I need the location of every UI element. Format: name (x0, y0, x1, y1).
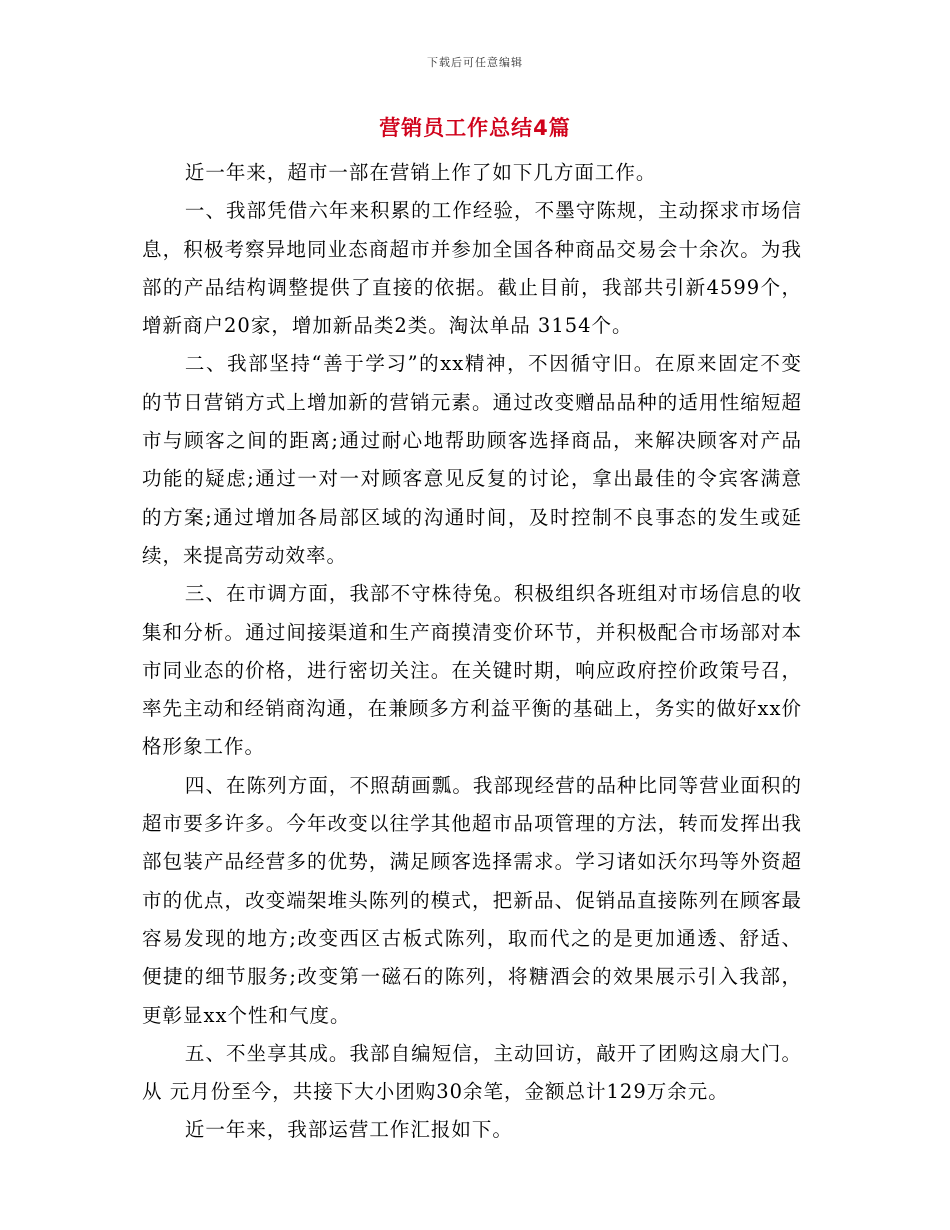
paragraph-1: 一、我部凭借六年来积累的工作经验，不墨守陈规，主动探求市场信息，积极考察异地同业态商超市并参加全国各种商品交易会十余次。为我部的产品结构调整提供了直接的依据。截止目前，我部共引新4599个，增新商户20家，增加新品类2类。淘汰单品 3154个。 (142, 199, 802, 338)
paragraph-2: 二、我部坚持“善于学习”的xx精神，不因循守旧。在原来固定不变的节日营销方式上增加新的营销元素。通过改变赠品品种的适用性缩短超市与顾客之间的距离;通过耐心地帮助顾客选择商品，来解决顾客对产品功能的疑虑;通过一对一对顾客意见反复的讨论，拿出最佳的令宾客满意的方案;通过增加各局部区域的沟通时间，及时控制不良事态的发生或延续，来提高劳动效率。 (142, 352, 802, 567)
paragraph-closing: 近一年来，我部运营工作汇报如下。 (184, 1118, 513, 1142)
header-note: 下载后可任意编辑 (427, 56, 523, 69)
paragraph-5: 五、不坐享其成。我部自编短信，主动回访，敲开了团购这扇大门。从 元月份至今，共接下大小团购30余笔，金额总计129万余元。 (142, 1041, 802, 1104)
paragraph-4: 四、在陈列方面，不照葫画瓢。我部现经营的品种比同等营业面积的超市要多许多。今年改变以往学其他超市品项管理的方法，转而发挥出我部包装产品经营多的优势，满足顾客选择需求。学习诸如沃尔玛等外资超市的优点，改变端架堆头陈列的模式，把新品、促销品直接陈列在顾客最容易发现的地方;改变西区古板式陈列，取而代之的是更加通透、舒适、便捷的细节服务;改变第一磁石的陈列，将糖酒会的效果展示引入我部，更彰显xx个性和气度。 (142, 773, 802, 1027)
document-title: 营销员工作总结4篇 (379, 116, 571, 140)
document-body (142, 154, 802, 1150)
paragraph-3: 三、在市调方面，我部不守株待兔。积极组织各班组对市场信息的收集和分析。通过间接渠道和生产商摸清变价环节，并积极配合市场部对本市同业态的价格，进行密切关注。在关键时期，响应政府控价政策号召，率先主动和经销商沟通，在兼顾多方利益平衡的基础上，务实的做好xx价格形象工作。 (142, 582, 802, 759)
paragraph-intro: 近一年来，超市一部在营销上作了如下几方面工作。 (184, 161, 657, 184)
